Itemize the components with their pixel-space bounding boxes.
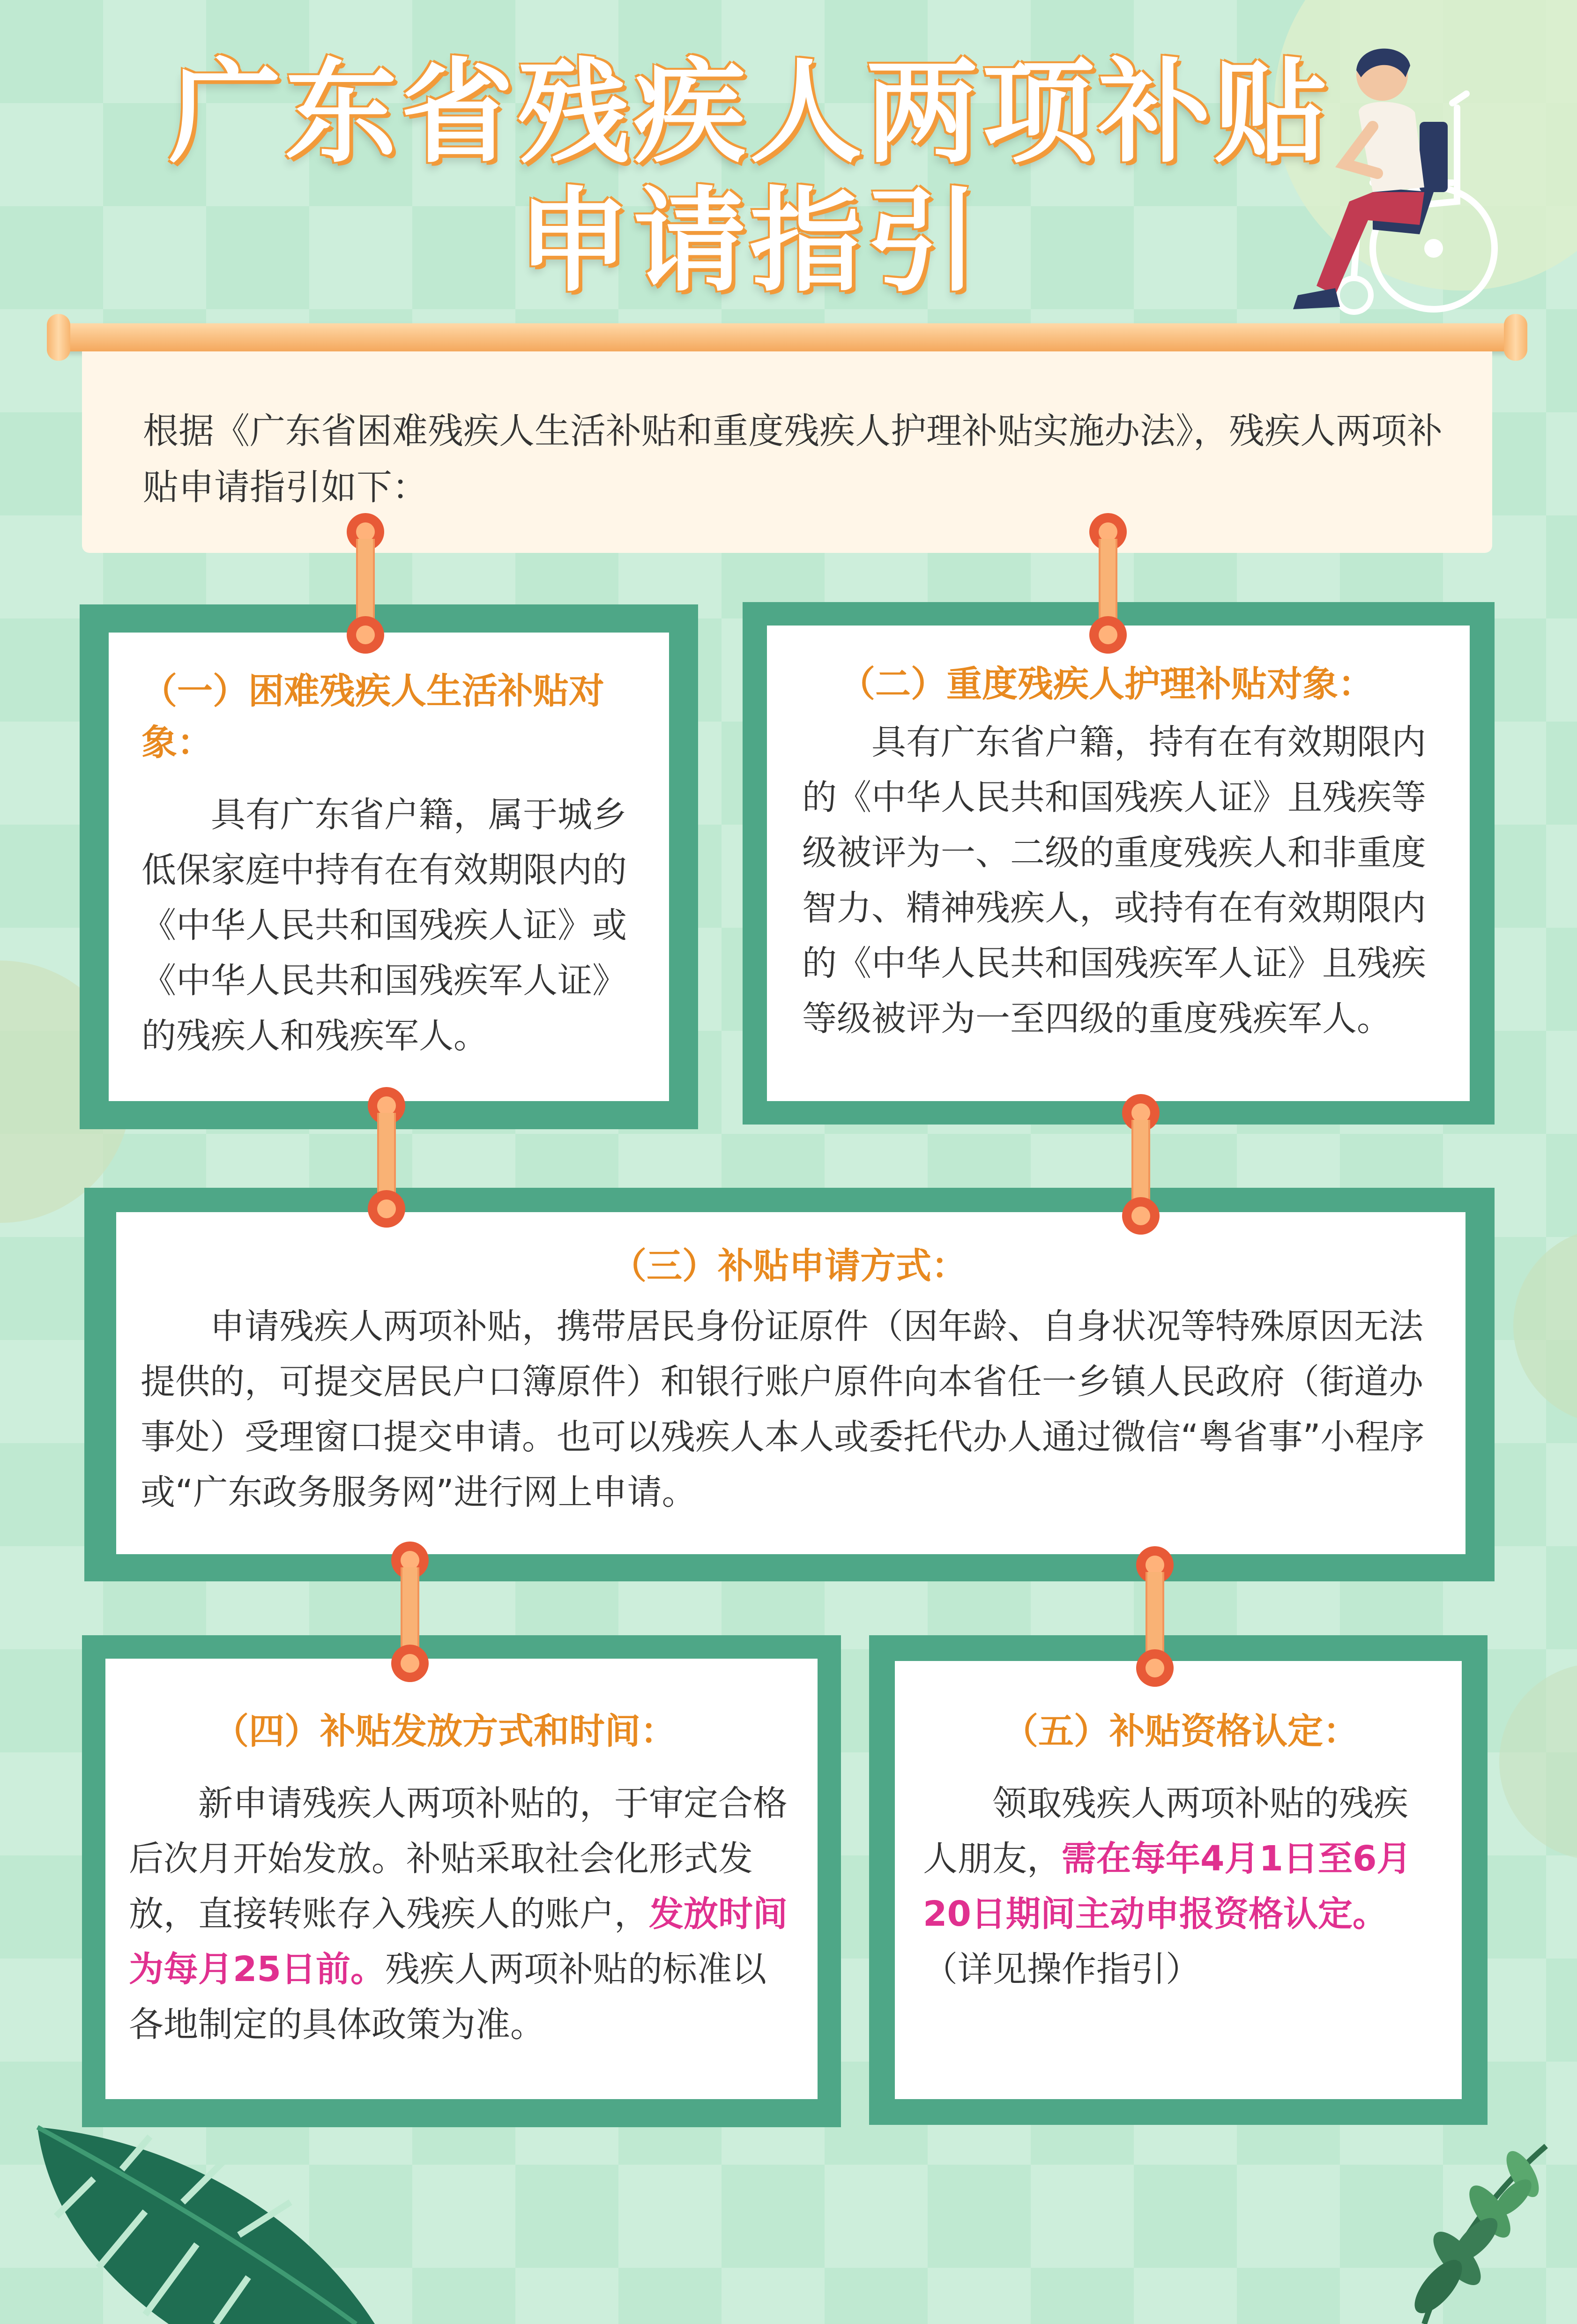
- wheelchair-person-illustration: [1265, 33, 1509, 323]
- section-title: （二）重度残疾人护理补贴对象：: [840, 663, 1374, 705]
- paper-clip-icon: [1136, 1546, 1174, 1687]
- scroll-rod-cap-left: [47, 314, 70, 361]
- section-card-3: [84, 1188, 1495, 1581]
- paper-clip-icon: [347, 513, 384, 654]
- section-card-5: [869, 1635, 1488, 2125]
- section-body: 申请残疾人两项补贴，携带居民身份证原件（因年龄、自身状况等特殊原因无法提供的，可提交居民户口簿原件）和银行账户原件向本省任一乡镇人民政府（街道办事处）受理窗口提交申请。也可以残疾人本人或委托代办人通过微信“粤省事”小程序或“广东政务服务网”进行网上申请。: [141, 1306, 1425, 1512]
- monstera-leaf-illustration: [28, 2118, 384, 2324]
- page-title-line2: 申请指引: [517, 176, 982, 307]
- section-body: 领取残疾人两项补贴的残疾人朋友，: [923, 1783, 1408, 1879]
- section-body: （详见操作指引）: [923, 1949, 1200, 1989]
- paper-clip-icon: [391, 1542, 429, 1682]
- section-highlight: 发放时间为每月25日前。: [129, 1894, 788, 1989]
- section-card-1: [80, 604, 698, 1129]
- section-highlight: 需在每年4月1日至6月20日期间主动申报资格认定。: [923, 1839, 1412, 1934]
- background-blob: [1499, 1663, 1577, 1860]
- paper-clip-icon: [1122, 1094, 1160, 1235]
- branch-leaves-illustration: [1368, 2127, 1574, 2324]
- page-title-line1: 广东省残疾人两项补贴: [168, 47, 1331, 178]
- section-body: 具有广东省户籍，属于城乡低保家庭中持有在有效期限内的《中华人民共和国残疾人证》或《中华人民共和国残疾军人证》的残疾人和残疾军人。: [141, 795, 627, 1056]
- paper-clip-icon: [368, 1087, 405, 1228]
- section-card-2: [743, 602, 1495, 1125]
- section-title: （五）补贴资格认定：: [1003, 1710, 1359, 1752]
- scroll-rod-cap-right: [1504, 314, 1527, 361]
- section-card-4: [82, 1635, 841, 2127]
- paper-clip-icon: [1089, 513, 1127, 654]
- section-body: 具有广东省户籍，持有在有效期限内的《中华人民共和国残疾人证》且残疾等级被评为一、二级的重度残疾人和非重度智力、精神残疾人，或持有在有效期限内的《中华人民共和国残疾军人证》且残疾等级被评为一至四级的重度残疾军人。: [802, 722, 1426, 1039]
- scroll-banner-rod: [56, 323, 1518, 351]
- section-body: 新申请残疾人两项补贴的，于审定合格后次月开始发放。补贴采取社会化形式发放，直接转账存入残疾人的账户，: [129, 1783, 788, 1934]
- background-blob: [1513, 1228, 1577, 1424]
- section-title: （四）补贴发放方式和时间：: [213, 1710, 676, 1752]
- section-title: （三）补贴申请方式：: [611, 1245, 967, 1287]
- intro-text: 根据《广东省困难残疾人生活补贴和重度残疾人护理补贴实施办法》，残疾人两项补贴申请指引如下：: [143, 410, 1443, 508]
- section-title: （一）困难残疾人生活补贴对象：: [141, 670, 604, 763]
- section-body: 残疾人两项补贴的标准以各地制定的具体政策为准。: [129, 1949, 766, 2045]
- intro-panel: [82, 351, 1492, 553]
